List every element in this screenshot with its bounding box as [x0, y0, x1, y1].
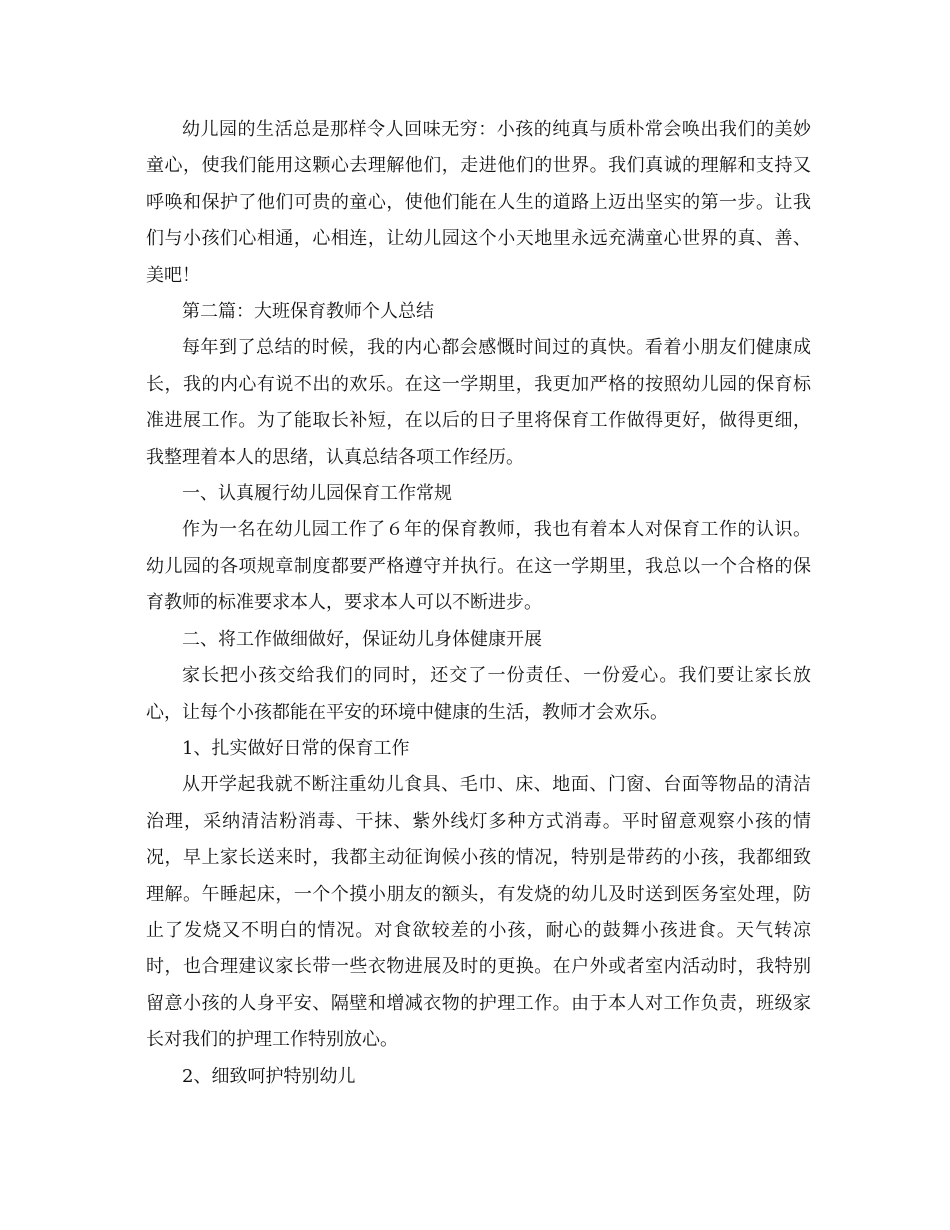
heading-subsection-two: 2、细致呵护特别幼儿	[182, 1065, 356, 1087]
paragraph-section-two: 家长把小孩交给我们的同时，还交了一份责任、一份爱心。我们要让家长放心，让每个小孩都能在平安的环境中健康的生活，教师才会欢乐。	[146, 665, 811, 723]
section-title-second-article: 第二篇：大班保育教师个人总结	[182, 301, 434, 323]
paragraph-subsection-one: 从开学起我就不断注重幼儿食具、毛巾、床、地面、门窗、台面等物品的清洁治理，采纳清洁粉消毒、干抹、紫外线灯多种方式消毒。平时留意观察小孩的情况，早上家长送来时，我都主动征询候小孩的情况，特别是带药的小孩，我都细致理解。午睡起床，一个个摸小朋友的额头，有发烧的幼儿及时送到医务室处理，防止了发烧又不明白的情况。对食欲较差的小孩，耐心的鼓舞小孩进食。天气转凉时，也合理建议家长带一些衣物进展及时的更换。在户外或者室内活动时，我特别留意小孩的人身平安、隔壁和增减衣物的护理工作。由于本人对工作负责，班级家长对我们的护理工作特别放心。	[146, 774, 811, 1051]
heading-section-one: 一、认真履行幼儿园保育工作常规	[182, 483, 452, 505]
document-body	[146, 112, 811, 1095]
heading-section-two: 二、将工作做细做好，保证幼儿身体健康开展	[182, 628, 542, 650]
heading-subsection-one: 1、扎实做好日常的保育工作	[182, 737, 410, 759]
paragraph-kindergarten-life: 幼儿园的生活总是那样令人回味无穷：小孩的纯真与质朴常会唤出我们的美妙童心，使我们能用这颗心去理解他们，走进他们的世界。我们真诚的理解和支持又呼唤和保护了他们可贵的童心，使他们能在人生的道路上迈出坚实的第一步。让我们与小孩们心相通，心相连，让幼儿园这个小天地里永远充满童心世界的真、善、美吧！	[146, 119, 811, 286]
paragraph-annual-summary: 每年到了总结的时候，我的内心都会感慨时间过的真快。看着小朋友们健康成长，我的内心有说不出的欢乐。在这一学期里，我更加严格的按照幼儿园的保育标准进展工作。为了能取长补短，在以后的日子里将保育工作做得更好，做得更细，我整理着本人的思绪，认真总结各项工作经历。	[146, 337, 811, 468]
paragraph-section-one: 作为一名在幼儿园工作了６年的保育教师，我也有着本人对保育工作的认识。幼儿园的各项规章制度都要严格遵守并执行。在这一学期里，我总以一个合格的保育教师的标准要求本人，要求本人可以不断进步。	[146, 519, 811, 614]
